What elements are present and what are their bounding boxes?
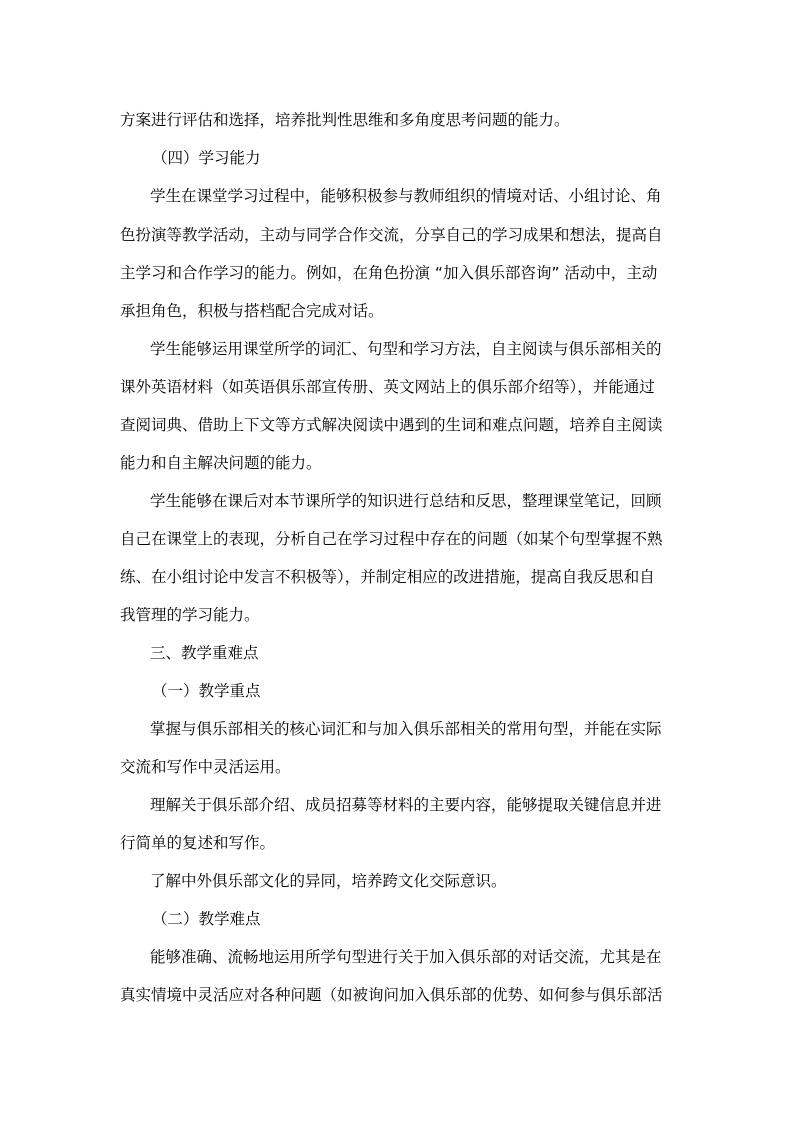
body-text-line: 理解关于俱乐部介绍、成员招募等材料的主要内容，能够提取关键信息并进: [150, 796, 662, 814]
body-text-line: 交流和写作中灵活运用。: [120, 758, 291, 776]
body-text-line: 方案进行评估和选择，培养批判性思维和多角度思考问题的能力。: [120, 111, 570, 129]
body-text-line: 色扮演等教学活动，主动与同学合作交流，分享自己的学习成果和想法，提高自: [120, 226, 663, 244]
body-text-line: 承担角色，积极与搭档配合完成对话。: [120, 302, 384, 320]
body-text-line: 练、在小组讨论中发言不积极等），并制定相应的改进措施，提高自我反思和自: [120, 568, 655, 586]
section-heading: 三、教学重难点: [150, 644, 259, 662]
body-text-line: 主学习和合作学习的能力。例如，在角色扮演 “加入俱乐部咨询” 活动中，主动: [120, 264, 658, 282]
subsection-heading: （二）教学难点: [152, 910, 261, 928]
body-text-line: 学生能够在课后对本节课所学的知识进行总结和反思，整理课堂笔记，回顾: [150, 492, 662, 510]
body-text-line: 查阅词典、借助上下文等方式解决阅读中遇到的生词和难点问题，培养自主阅读: [120, 416, 663, 434]
body-text-line: 能够准确、流畅地运用所学句型进行关于加入俱乐部的对话交流，尤其是在: [150, 948, 662, 966]
body-text-line: 掌握与俱乐部相关的核心词汇和与加入俱乐部相关的常用句型，并能在实际: [150, 720, 662, 738]
body-text-line: 真实情境中灵活应对各种问题（如被询问加入俱乐部的优势、如何参与俱乐部活: [120, 986, 663, 1004]
body-text-line: 了解中外俱乐部文化的异同，培养跨文化交际意识。: [150, 872, 507, 890]
subsection-heading: （一）教学重点: [152, 682, 261, 700]
body-text-line: 行简单的复述和写作。: [120, 834, 276, 852]
body-text-line: 能力和自主解决问题的能力。: [120, 454, 322, 472]
subsection-heading: （四）学习能力: [152, 149, 261, 167]
body-text-line: 自己在课堂上的表现，分析自己在学习过程中存在的问题（如某个句型掌握不熟: [120, 530, 663, 548]
body-text-line: 学生在课堂学习过程中，能够积极参与教师组织的情境对话、小组讨论、角: [150, 187, 662, 205]
body-text-line: 课外英语材料（如英语俱乐部宣传册、英文网站上的俱乐部介绍等），并能通过: [120, 378, 655, 396]
body-text-line: 我管理的学习能力。: [120, 606, 260, 624]
body-text-line: 学生能够运用课堂所学的词汇、句型和学习方法，自主阅读与俱乐部相关的: [150, 340, 662, 358]
